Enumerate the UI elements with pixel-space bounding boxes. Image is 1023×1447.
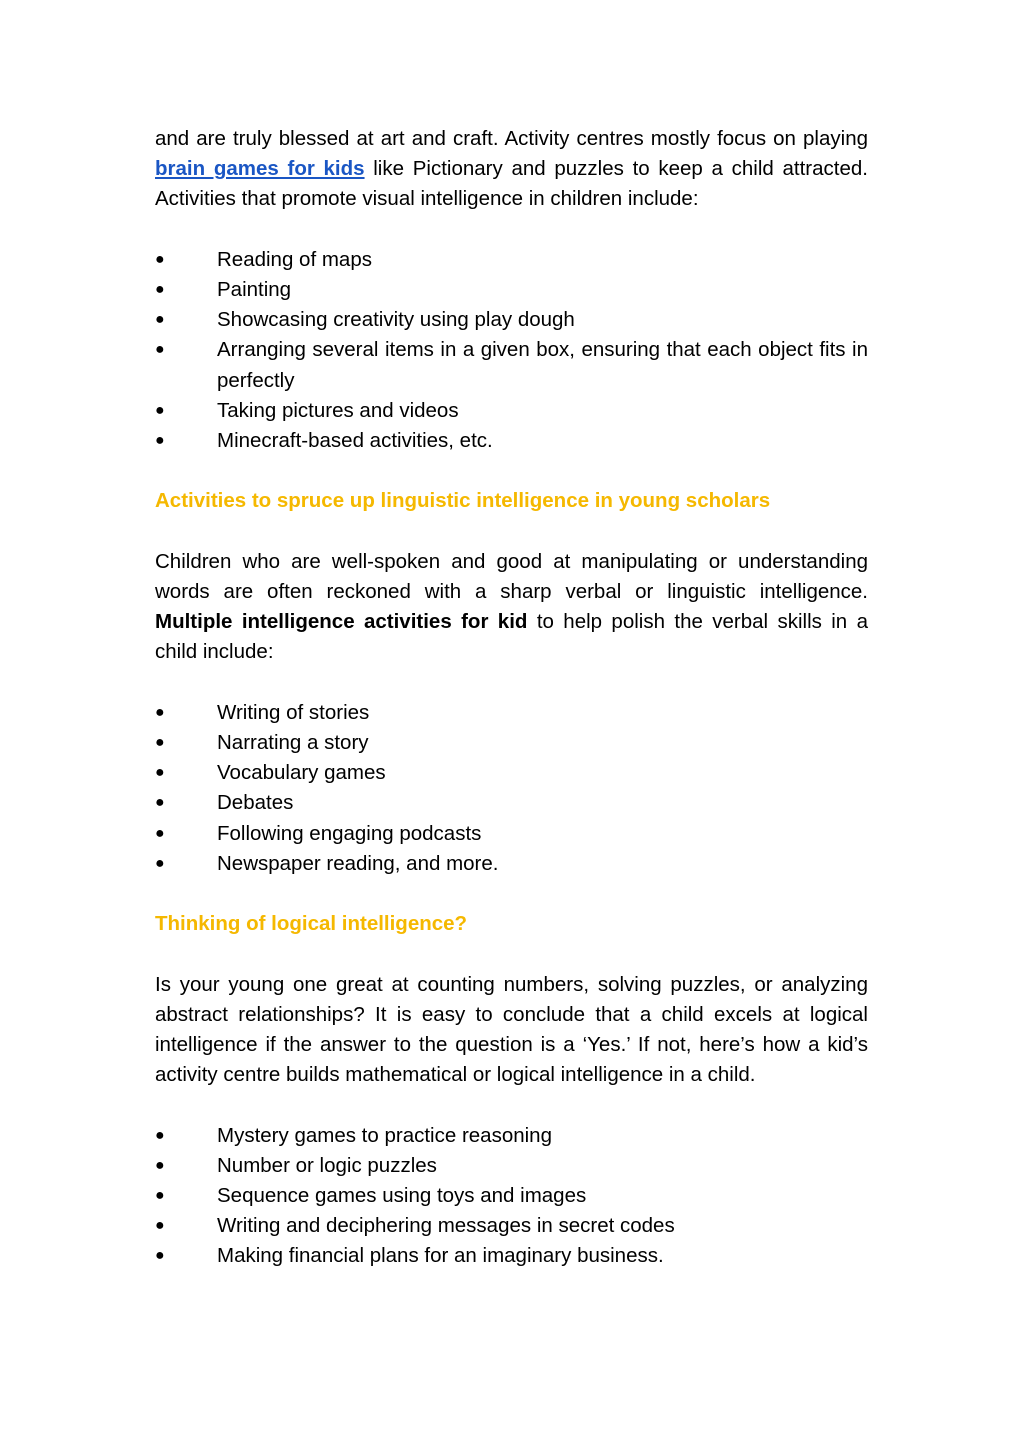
list-item: ● Vocabulary games — [155, 758, 868, 788]
list-item: ● Making financial plans for an imaginary business. — [155, 1241, 868, 1271]
list-item: ● Sequence games using toys and images — [155, 1181, 868, 1211]
logical-heading: Thinking of logical intelligence? — [155, 912, 468, 936]
list-item: ● Taking pictures and videos — [155, 396, 868, 426]
bullet-icon: ● — [155, 311, 165, 329]
linguistic-paragraph: Children who are well-spoken and good at manipulating or understanding words are often reckoned with a sharp verbal or linguistic intelligence. Multiple intelligence activities for kid to help polish the verbal skills in a child include: — [155, 549, 868, 664]
logical-paragraph: Is your young one great at counting numbers, solving puzzles, or analyzing abstract relationships? It is easy to conclude that a child excels at logical intelligence if the answer to the question is a ‘Yes.’ If not, here’s how a kid’s activity centre builds mathematical or logical intelligence in a child. — [155, 972, 868, 1087]
list-item: ● Reading of maps — [155, 245, 868, 275]
list-item: ● Mystery games to practice reasoning — [155, 1121, 868, 1151]
bullet-icon: ● — [155, 432, 165, 450]
logical-activities-list — [155, 1121, 868, 1272]
intro-text-end: like Pictionary and puzzles to keep a child attracted. Activities that promote visual intelligence in children include: — [155, 157, 868, 211]
intro-text-start: and are truly blessed at art and craft. Activity centres mostly focus on playing — [155, 127, 868, 150]
visual-activities-list — [155, 245, 868, 456]
bullet-icon: ● — [155, 250, 165, 268]
list-item: ● Following engaging podcasts — [155, 819, 868, 849]
bullet-icon: ● — [155, 734, 165, 751]
list-item: ● Painting — [155, 275, 868, 305]
linguistic-activities-list — [155, 698, 868, 879]
list-item: ● Showcasing creativity using play dough — [155, 305, 868, 335]
document-page — [155, 124, 868, 1272]
bullet-icon: ● — [155, 854, 165, 872]
bullet-icon: ● — [155, 341, 165, 359]
bullet-icon: ● — [155, 1187, 165, 1204]
linguistic-heading: Activities to spruce up linguistic intelligence in young scholars — [155, 489, 771, 513]
list-item: ● Arranging several items in a given box, ensuring that each object fits in perfectly — [155, 335, 868, 395]
bullet-icon: ● — [155, 1156, 165, 1174]
bullet-icon: ● — [155, 1126, 165, 1144]
bullet-icon: ● — [155, 794, 165, 812]
bullet-icon: ● — [155, 824, 165, 842]
list-item: ● Writing of stories — [155, 698, 868, 728]
list-item: ● Number or logic puzzles — [155, 1151, 868, 1181]
bullet-icon: ● — [155, 281, 165, 298]
list-item: ● Minecraft-based activities, etc. — [155, 426, 868, 456]
list-item: ● Writing and deciphering messages in secret codes — [155, 1211, 868, 1241]
intro-paragraph — [155, 124, 868, 215]
bullet-icon: ● — [155, 401, 165, 419]
bullet-icon: ● — [155, 764, 165, 782]
list-item: ● Newspaper reading, and more. — [155, 849, 868, 879]
list-item: ● Narrating a story — [155, 728, 868, 758]
brain-games-link[interactable]: brain games for kids — [155, 157, 365, 181]
bullet-icon: ● — [155, 1217, 165, 1235]
list-item: ● Debates — [155, 788, 868, 818]
bold-phrase: Multiple intelligence activities for kid — [155, 610, 528, 634]
bullet-icon: ● — [155, 703, 165, 721]
bullet-icon: ● — [155, 1247, 165, 1265]
